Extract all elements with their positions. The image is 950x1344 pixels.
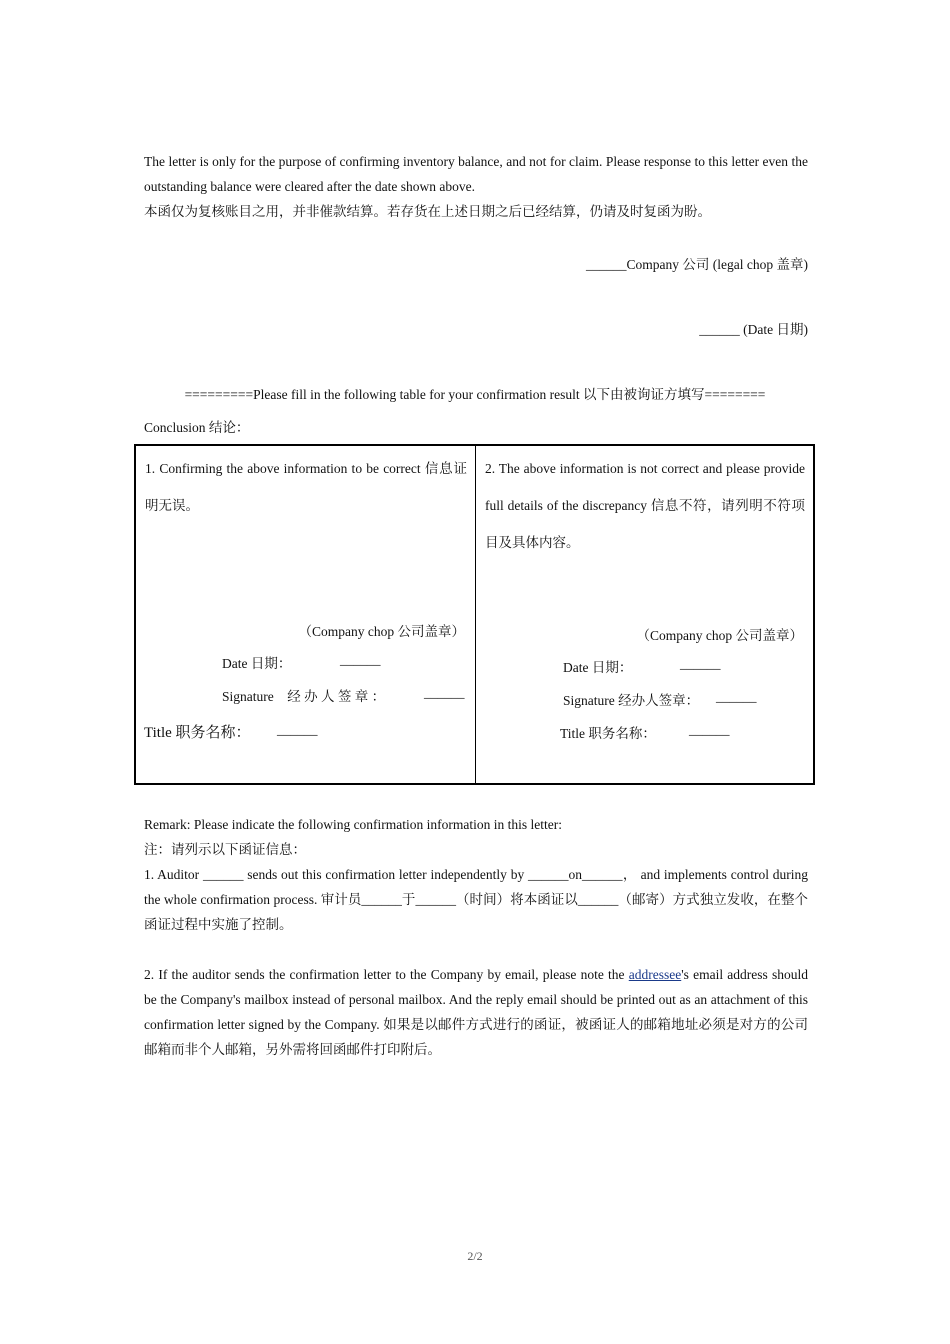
incorrect-description: 2. The above information is not correct and please provide full details of the discrepancy 信息不符，请列明不符项目及具体内容。 xyxy=(485,461,805,550)
incorrect-date-label: Date 日期： xyxy=(563,660,633,675)
incorrect-signature-blank: ______ xyxy=(716,689,757,704)
remark-item-1: 1. Auditor ______ sends out this confirmation letter independently by ______on______， and implements control during the whole confirmation process. 审计员______于______（时间）将本函证以______（邮寄）方式独立发收，在整个函证过程中实施了控制。 xyxy=(144,867,808,932)
correct-description: 1. Confirming the above information to be correct 信息证明无误。 xyxy=(145,461,467,513)
incorrect-title-label: Title 职务名称： xyxy=(560,726,656,741)
incorrect-company-chop: （Company chop 公司盖章） xyxy=(636,628,803,643)
incorrect-signature-label: Signature 经办人签章： xyxy=(563,693,700,708)
remark-item-2-text-end: 's email address should be the Company's mailbox instead of personal mailbox. And the reply email should be printed out as an attachment of this confirmation letter signed by the Company. 如果是以邮件方式进行的函证，被函证人的邮箱地址必须是对方的公司邮箱而非个人邮箱，另外需将回函邮件打印附后。 xyxy=(144,967,808,1057)
incorrect-date-blank: ______ xyxy=(680,656,721,671)
addressee-link[interactable]: addressee xyxy=(628,967,682,982)
table-cell-correct xyxy=(136,446,476,783)
correct-signature-blank: ______ xyxy=(424,685,465,700)
remark-item-2 xyxy=(144,962,808,1062)
remark-section xyxy=(144,812,808,1062)
conclusion-label: Conclusion 结论： xyxy=(144,420,250,435)
date-line: ______ (Date 日期) xyxy=(699,322,808,337)
correct-signature-label: Signature 经 办 人 签 章 ： xyxy=(222,689,386,704)
remark-chinese: 注：请列示以下函证信息： xyxy=(144,842,306,857)
fill-instruction: =========Please fill in the following table for your confirmation result 以下由被询证方填写======== xyxy=(184,387,766,402)
correct-title-blank: ______ xyxy=(277,722,318,737)
remark-item-2-text-start: 2. If the auditor sends the confirmation letter to the Company by email, please note the xyxy=(144,967,629,982)
correct-date-label: Date 日期： xyxy=(222,656,292,671)
correct-title-label: Title 职务名称： xyxy=(144,725,251,741)
blank-line xyxy=(144,937,808,962)
intro-chinese: 本函仅为复核账目之用，并非催款结算。若存货在上述日期之后已经结算，仍请及时复函为盼。 xyxy=(144,204,711,219)
company-chop-line: ______Company 公司 (legal chop 盖章) xyxy=(586,257,808,272)
page-number: 2/2 xyxy=(467,1249,483,1263)
remark-english: Remark: Please indicate the following confirmation information in this letter: xyxy=(144,817,563,832)
correct-company-chop: （Company chop 公司盖章） xyxy=(298,624,465,639)
table-cell-incorrect xyxy=(476,446,813,783)
confirmation-table xyxy=(134,444,815,785)
correct-date-blank: ______ xyxy=(340,652,381,667)
intro-english: The letter is only for the purpose of confirming inventory balance, and not for claim. Please response to this letter even the outstanding balance were cleared after the date shown above. xyxy=(144,154,808,194)
incorrect-title-blank: ______ xyxy=(689,722,730,737)
intro-paragraph xyxy=(144,149,808,224)
